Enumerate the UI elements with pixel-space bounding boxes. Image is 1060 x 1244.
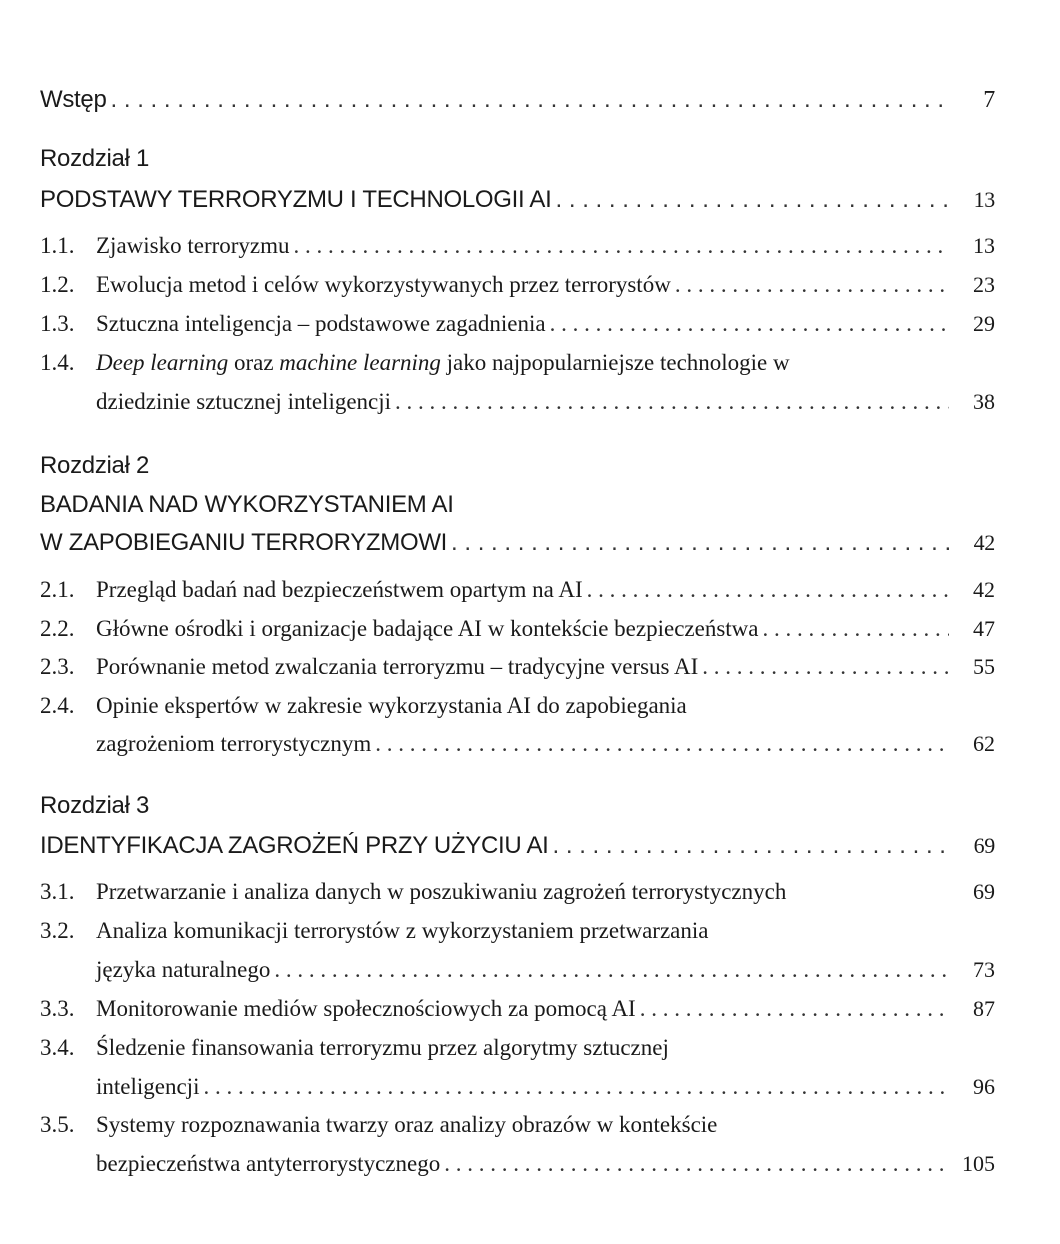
leader-dots xyxy=(675,272,949,298)
chapter-label: Rozdział 3 xyxy=(40,792,150,819)
toc-entry-intro xyxy=(40,86,995,114)
toc-section: 3.5. Systemy rozpoznawania twarzy oraz analizy obrazów w kontekście xyxy=(40,1112,718,1137)
toc-section: 3.3. Monitorowanie mediów społecznościowych za pomocą AI . . . 87 xyxy=(40,996,995,1022)
toc-section: 2.1. Przegląd badań nad bezpieczeństwem opartym na AI . . . 42 xyxy=(40,577,995,603)
toc-section: 1.4. Deep learning oraz machine learning jako najpopularniejsze technologie w xyxy=(40,350,790,375)
leader-dots xyxy=(587,577,949,603)
toc-section: 3.2. Analiza komunikacji terrorystów z wykorzystaniem przetwarzania xyxy=(40,918,709,943)
leader-dots xyxy=(203,1074,949,1100)
toc-section-continuation: inteligencji . . . 96 xyxy=(40,1074,995,1100)
leader-dots xyxy=(444,1151,949,1177)
toc-section: 3.4. Śledzenie finansowania terroryzmu przez algorytmy sztucznej xyxy=(40,1035,669,1060)
toc-section: 3.1. Przetwarzanie i analiza danych w poszukiwaniu zagrożeń terrorystycznych 69 xyxy=(40,879,995,904)
toc-section: 1.2. Ewolucja metod i celów wykorzystywanych przez terrorystów . . . 23 xyxy=(40,272,995,298)
leader-dots xyxy=(550,311,949,337)
chapter-title: W ZAPOBIEGANIU TERRORYZMOWI . . . 42 xyxy=(40,529,995,557)
chapter-title: IDENTYFIKACJA ZAGROŻEŃ PRZY UŻYCIU AI . . . 69 xyxy=(40,832,995,860)
page-number: 13 xyxy=(973,187,995,212)
toc-section-continuation: bezpieczeństwa antyterrorystycznego . . . 105 xyxy=(40,1151,995,1177)
leader-dots xyxy=(553,832,949,860)
toc-section-continuation: zagrożeniom terrorystycznym . . . 62 xyxy=(40,731,995,757)
chapter-label: Rozdział 2 xyxy=(40,452,150,479)
leader-dots xyxy=(451,529,949,557)
leader-dots xyxy=(294,233,949,259)
leader-dots xyxy=(395,389,949,415)
leader-dots xyxy=(640,996,949,1022)
chapter-title: PODSTAWY TERRORYZMU I TECHNOLOGII AI . . . 13 xyxy=(40,186,995,214)
leader-dots xyxy=(556,186,949,214)
toc-section: 2.3. Porównanie metod zwalczania terroryzmu – tradycyjne versus AI . . . 55 xyxy=(40,654,995,680)
toc-section-continuation: dziedzinie sztucznej inteligencji . . . 38 xyxy=(40,389,995,415)
leader-dots xyxy=(762,616,949,642)
page-number: 7 xyxy=(983,87,995,113)
chapter-label: Rozdział 1 xyxy=(40,145,150,172)
entry-title: Wstęp xyxy=(40,86,107,113)
toc-section: 1.1. Zjawisko terroryzmu . . . 13 xyxy=(40,233,995,259)
leader-dots xyxy=(702,654,949,680)
toc-section: 2.4. Opinie ekspertów w zakresie wykorzystania AI do zapobiegania xyxy=(40,693,687,718)
toc-section: 2.2. Główne ośrodki i organizacje badające AI w kontekście bezpieczeństwa . . . 47 xyxy=(40,616,995,642)
toc-section-continuation: języka naturalnego . . . 73 xyxy=(40,957,995,983)
toc-section: 1.3. Sztuczna inteligencja – podstawowe zagadnienia . . . 29 xyxy=(40,311,995,337)
leader-dots xyxy=(111,86,949,114)
leader-dots xyxy=(375,731,949,757)
chapter-title: BADANIA NAD WYKORZYSTANIEM AI xyxy=(40,491,454,518)
leader-dots xyxy=(274,957,949,983)
